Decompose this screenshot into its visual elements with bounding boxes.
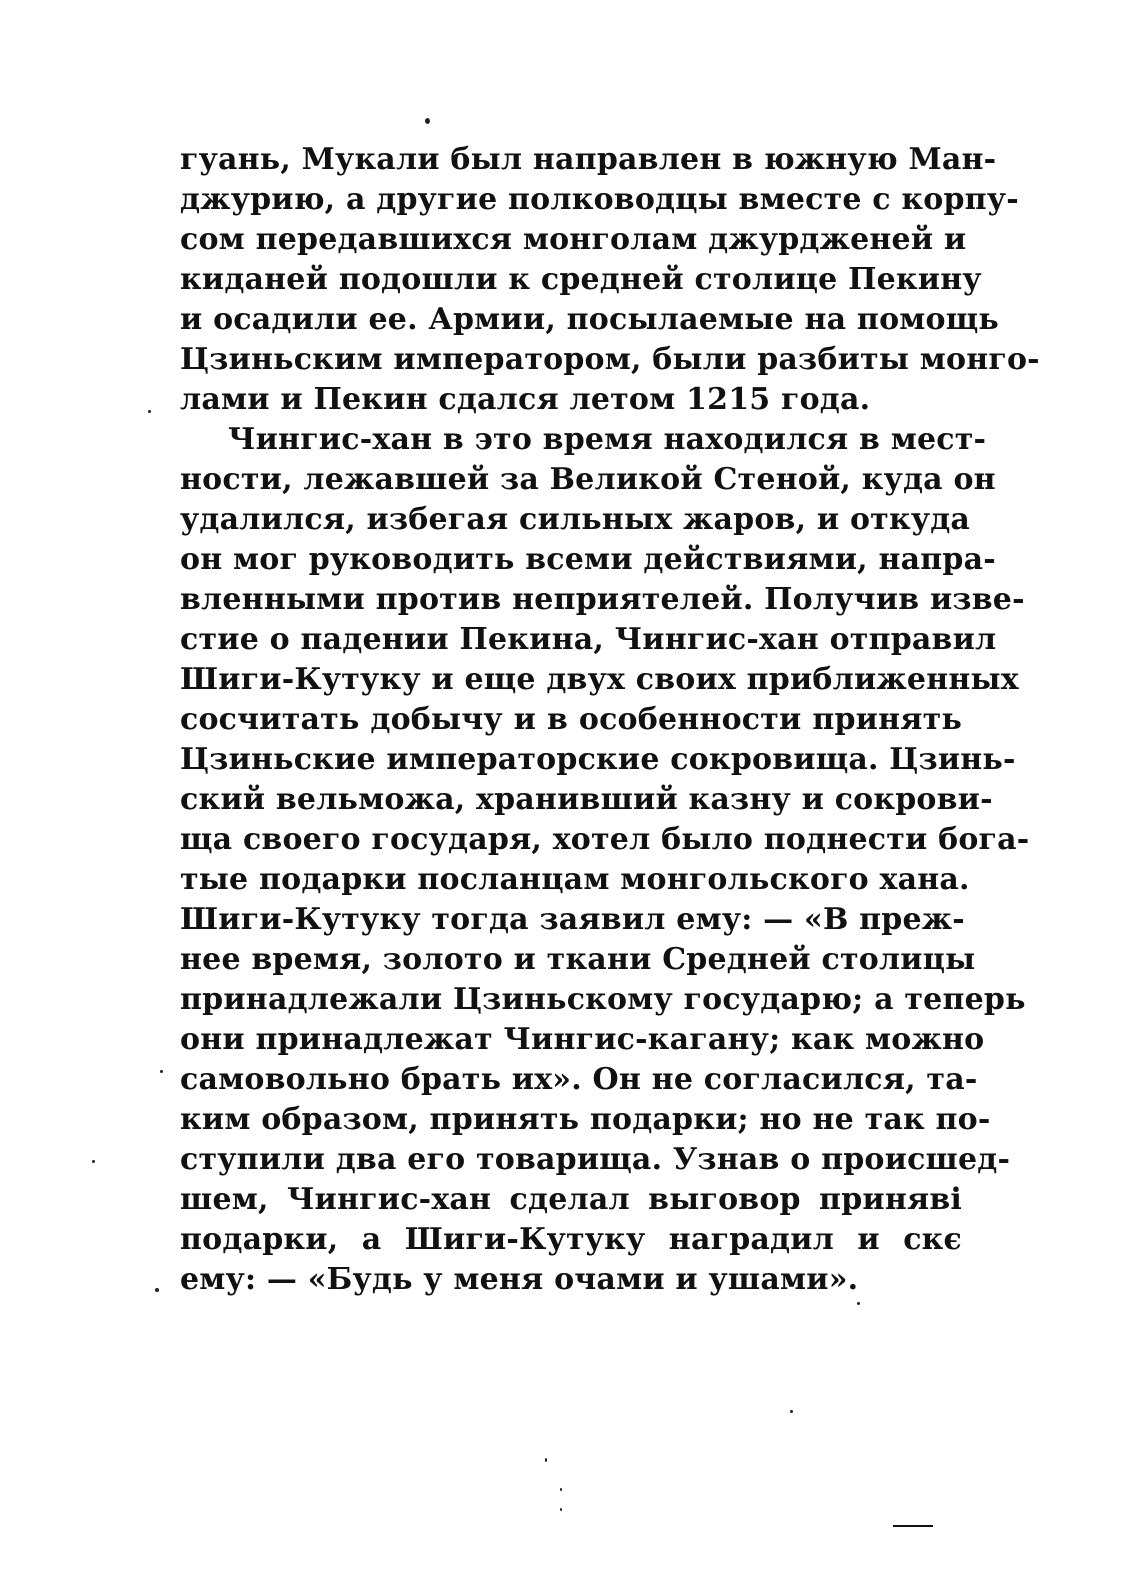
text-line: ский вельможа, хранивший казну и сокрови- xyxy=(180,782,993,817)
text-line: сосчитать добычу и в особенности принять xyxy=(180,702,962,737)
text-line: вленными против неприятелей. Получив изве- xyxy=(180,582,1025,617)
text-line: сом передавшихся монголам джурдженей и xyxy=(180,222,967,257)
text-line: ему: — «Будь у меня очами и ушами». xyxy=(180,1262,859,1297)
text-line: тые подарки посланцам монгольского хана. xyxy=(180,862,970,897)
text-line: принадлежали Цзиньскому государю; а теперь xyxy=(180,982,1026,1017)
text-line: Шиги-Кутуку и еще двух своих приближенных xyxy=(180,662,1019,697)
scan-speck xyxy=(148,410,151,413)
text-line: лами и Пекин сдался летом 1215 года. xyxy=(180,382,871,417)
text-line: он мог руководить всеми действиями, напра- xyxy=(180,542,996,577)
text-line: нее время, золото и ткани Средней столицы xyxy=(180,942,976,977)
text-line: Цзиньским императором, были разбиты монго- xyxy=(180,342,1040,377)
text-line: киданей подошли к средней столице Пекину xyxy=(180,262,982,297)
page-rule xyxy=(893,1525,933,1527)
scan-speck xyxy=(92,1160,95,1163)
text-line: ступили два его товарища. Узнав о происшед- xyxy=(180,1142,1011,1177)
scan-speck xyxy=(545,1458,547,1462)
text-line: Шиги-Кутуку тогда заявил ему: — «В преж- xyxy=(180,902,965,937)
scan-speck xyxy=(857,1302,860,1305)
body-text xyxy=(180,140,1040,1300)
text-line: Цзиньские императорские сокровища. Цзинь- xyxy=(180,742,1016,777)
text-line: ща своего государя, хотел было поднести бога- xyxy=(180,822,1030,857)
scan-speck xyxy=(560,1488,562,1491)
text-line: самовольно брать их». Он не согласился, та- xyxy=(180,1062,978,1097)
text-line: удалился, избегая сильных жаров, и откуда xyxy=(180,502,971,537)
text-line: ким образом, принять подарки; но не так по- xyxy=(180,1102,991,1137)
text-line: ности, лежавшей за Великой Стеной, куда он xyxy=(180,462,996,497)
text-line: они принадлежат Чингис-кагану; как можно xyxy=(180,1022,985,1057)
text-line: джурию, а другие полководцы вместе с корпу- xyxy=(180,182,1019,217)
scan-speck xyxy=(155,1288,159,1292)
scan-speck xyxy=(560,1508,562,1511)
text-line: Чингис-хан в это время находился в мест- xyxy=(228,422,987,457)
text-line: шем, Чингис-хан сделал выговор приняві xyxy=(180,1182,962,1217)
scan-speck xyxy=(790,1410,793,1413)
scan-speck xyxy=(160,1070,163,1073)
scan-speck xyxy=(425,118,430,124)
text-line: гуань, Мукали был направлен в южную Ман- xyxy=(180,142,997,177)
text-line: стие о падении Пекина, Чингис-хан отправил xyxy=(180,622,997,657)
text-line: и осадили ее. Армии, посылаемые на помощь xyxy=(180,302,999,337)
text-line: подарки, а Шиги-Кутуку наградил и скє xyxy=(180,1222,962,1257)
